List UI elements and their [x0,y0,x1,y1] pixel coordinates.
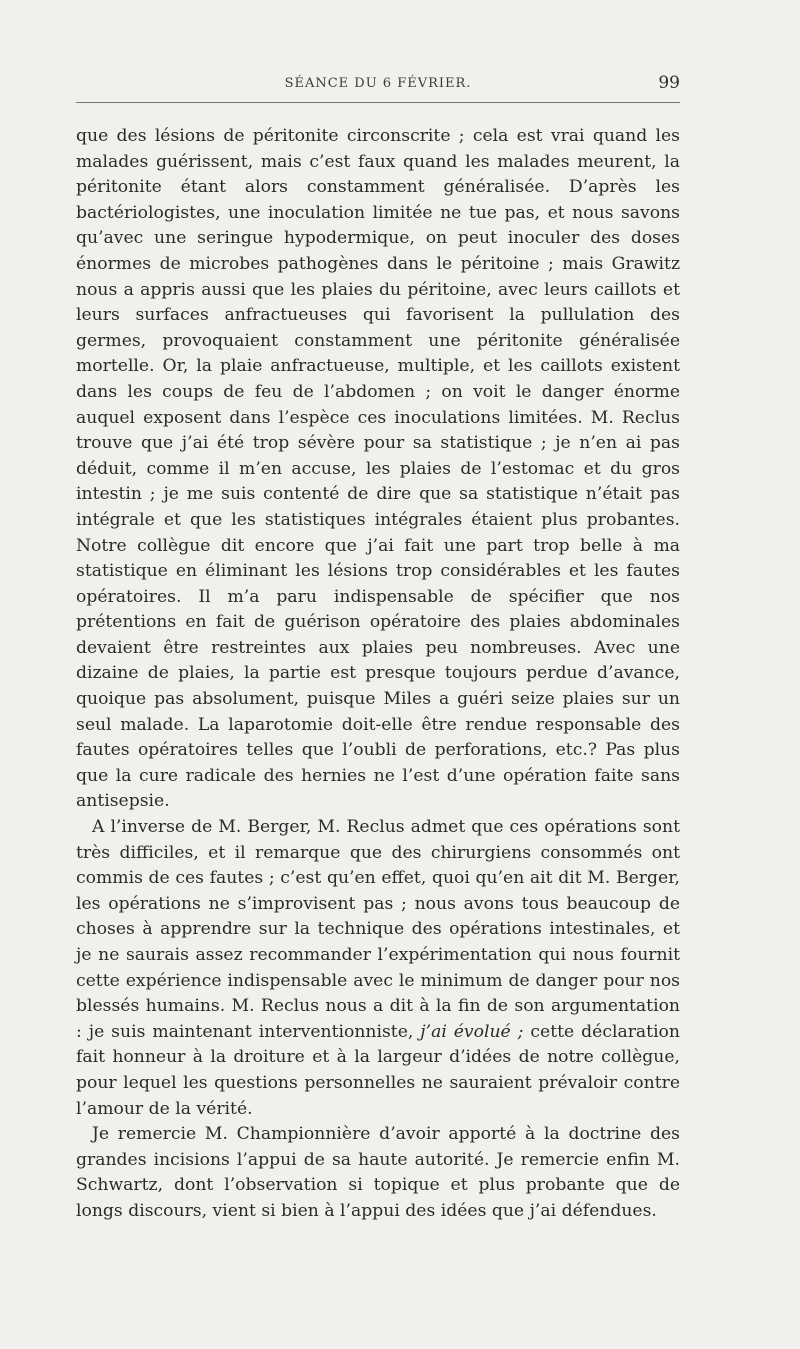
paragraph-2-italic-quote: j’ai évolué ; [420,1021,524,1042]
paragraph-2 [76,815,680,1122]
paragraph-3: Je remercie M. Championnière d’avoir apporté à la doctrine des grandes incisions l’appui de sa haute autorité. Je remercie enfin M. Schwartz, dont l’observation si topique et plus probante que de longs discours, vient si bien à l’appui des idées que j’ai défendues. [76,1124,680,1221]
running-title: SÉANCE DU 6 FÉVRIER. [284,76,472,91]
paragraph-2-text-after: cette déclaration fait honneur à la droiture et à la largeur d’idées de notre collègue, pour lequel les questions personnelles ne sauraient prévaloir contre l’amour de la vérité. [76,1021,680,1119]
page-number: 99 [658,73,680,93]
paragraph-2-text-before: A l’inverse de M. Berger, M. Reclus admet que ces opérations sont très difficiles, et il remarque que des chirurgiens consommés ont commis de ces fautes ; c’est qu’en effet, quoi qu’en ait dit M. Berger, les opérations ne s’improvisent pas ; nous avons tous beaucoup de choses à apprendre sur la technique des opérations intestinales, et je ne saurais assez recommander l’expérimentation qui nous fournit cette expérience indispensable avec le minimum de danger pour nos blessés humains. M. Reclus nous a dit à la fin de son argumentation : je suis maintenant interventionniste, [76,817,680,1042]
body-text [76,124,680,1225]
header-rule [76,102,680,103]
paragraph-1: que des lésions de péritonite circonscrite ; cela est vrai quand les malades guérissent, mais c’est faux quand les malades meurent, la péritonite étant alors constamment généralisée. D’après les bactériologistes, une inoculation limitée ne tue pas, et nous savons qu’avec une seringue hypodermique, on peut inoculer des doses énormes de microbes pathogènes dans le péritoine ; mais Grawitz nous a appris aussi que les plaies du péritoine, avec leurs caillots et leurs surfaces anfractueuses qui favorisent la pullulation des germes, provoquaient constamment une péritonite généralisée mortelle. Or, la plaie anfractueuse, multiple, et les caillots existent dans les coups de feu de l’abdomen ; on voit le danger énorme auquel exposent dans l’espèce ces inoculations limitées. M. Reclus trouve que j’ai été trop sévère pour sa statistique ; je n’en ai pas déduit, comme il m’en accuse, les plaies de l’estomac et du gros intestin ; je me suis contenté de dire que sa statistique n’était pas intégrale et que les statistiques intégrales étaient plus probantes. Notre collègue dit encore que j’ai fait une part trop belle à ma statistique en éliminant les lésions trop considérables et les fautes opératoires. Il m’a paru indispensable de spécifier que nos prétentions en fait de guérison opératoire des plaies abdominales devaient être restreintes aux plaies peu nombreuses. Avec une dizaine de plaies, la partie est presque toujours perdue d’avance, quoique pas absolument, puisque Miles a guéri seize plaies sur un seul malade. La laparotomie doit-elle être rendue responsable des fautes opératoires telles que l’oubli de perforations, etc.? Pas plus que la cure radicale des hernies ne l’est d’une opération faite sans antisepsie. [76,126,680,812]
running-head [76,70,680,100]
